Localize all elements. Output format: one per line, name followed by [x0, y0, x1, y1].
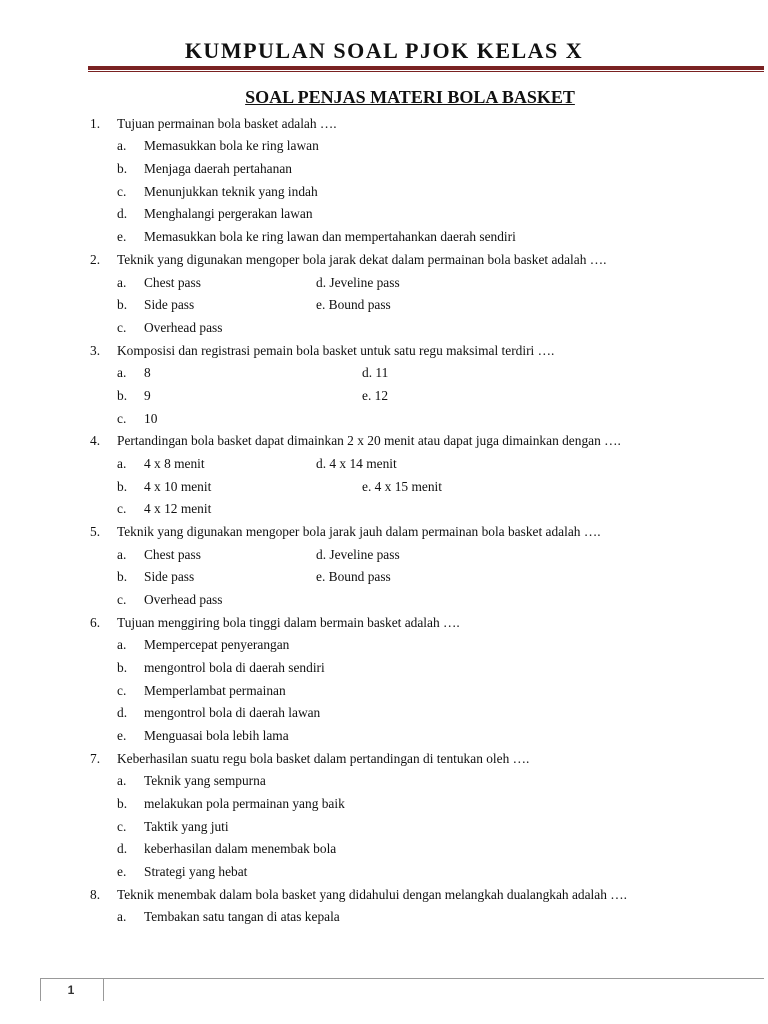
option-letter: a. — [117, 637, 127, 652]
question-text: Teknik menembak dalam bola basket yang didahului dengan melangkah dualangkah adalah …. — [117, 887, 627, 902]
question-number: 5. — [90, 524, 101, 539]
option-text: Memasukkan bola ke ring lawan — [144, 138, 319, 153]
option-text: Side pass — [144, 569, 195, 584]
option-letter: a. — [117, 365, 127, 380]
section-title: SOAL PENJAS MATERI BOLA BASKET — [245, 87, 575, 107]
question-number: 7. — [90, 751, 101, 766]
option-text: mengontrol bola di daerah sendiri — [144, 660, 325, 675]
option-letter: e. — [117, 864, 127, 879]
option-letter: e. — [117, 229, 127, 244]
option-text: 4 x 8 menit — [144, 456, 205, 471]
question-text: Teknik yang digunakan mengoper bola jarak jauh dalam permainan bola basket adalah …. — [117, 524, 601, 539]
option-letter: d. — [117, 705, 128, 720]
option-text-right: d. Jeveline pass — [316, 547, 400, 562]
option-letter: a. — [117, 547, 127, 562]
option-letter: d. — [117, 841, 128, 856]
option-letter: c. — [117, 683, 127, 698]
page-number: 1 — [67, 983, 75, 997]
header-rule-thick — [88, 66, 764, 70]
option-text: 4 x 12 menit — [144, 501, 212, 516]
option-text: 10 — [144, 411, 158, 426]
option-text: 8 — [144, 365, 151, 380]
question-number: 3. — [90, 343, 101, 358]
option-text: 4 x 10 menit — [144, 479, 212, 494]
question-number: 1. — [90, 116, 101, 131]
option-letter: b. — [117, 388, 128, 403]
question-number: 8. — [90, 887, 101, 902]
option-text: Tembakan satu tangan di atas kepala — [144, 909, 340, 924]
option-letter: c. — [117, 184, 127, 199]
option-letter: a. — [117, 909, 127, 924]
option-text-right: d. 11 — [362, 365, 389, 380]
option-letter: b. — [117, 161, 128, 176]
option-letter: a. — [117, 773, 127, 788]
option-letter: b. — [117, 479, 128, 494]
option-letter: c. — [117, 592, 127, 607]
option-text: melakukan pola permainan yang baik — [144, 796, 345, 811]
option-text: Overhead pass — [144, 592, 223, 607]
option-text: Chest pass — [144, 547, 201, 562]
option-text-right: d. 4 x 14 menit — [316, 456, 397, 471]
option-text: Menjaga daerah pertahanan — [144, 161, 292, 176]
option-text: Side pass — [144, 297, 195, 312]
question-text: Pertandingan bola basket dapat dimainkan 2 x 20 menit atau dapat juga dimainkan dengan …. — [117, 433, 621, 448]
header-rule-thin — [88, 71, 764, 72]
option-letter: d. — [117, 206, 128, 221]
option-text-right: e. 4 x 15 menit — [362, 479, 442, 494]
option-text-right: e. 12 — [362, 388, 389, 403]
option-text: Mempercepat penyerangan — [144, 637, 290, 652]
question-text: Komposisi dan registrasi pemain bola basket untuk satu regu maksimal terdiri …. — [117, 343, 555, 358]
option-text-right: e. Bound pass — [316, 297, 391, 312]
footer-rule — [102, 978, 764, 979]
question-text: Teknik yang digunakan mengoper bola jarak dekat dalam permainan bola basket adalah …. — [117, 252, 607, 267]
option-letter: e. — [117, 728, 127, 743]
option-letter: c. — [117, 819, 127, 834]
option-letter: b. — [117, 569, 128, 584]
option-text: Menguasai bola lebih lama — [144, 728, 289, 743]
option-text: Menghalangi pergerakan lawan — [144, 206, 313, 221]
option-letter: c. — [117, 501, 127, 516]
option-text-right: e. Bound pass — [316, 569, 391, 584]
option-text: Memasukkan bola ke ring lawan dan mempertahankan daerah sendiri — [144, 229, 516, 244]
option-text: Menunjukkan teknik yang indah — [144, 184, 318, 199]
option-letter: b. — [117, 796, 128, 811]
option-text: Taktik yang juti — [144, 819, 229, 834]
question-text: Keberhasilan suatu regu bola basket dalam pertandingan di tentukan oleh …. — [117, 751, 530, 766]
option-letter: a. — [117, 456, 127, 471]
document-header-title: KUMPULAN SOAL PJOK KELAS X — [184, 38, 584, 63]
option-text: Teknik yang sempurna — [144, 773, 266, 788]
option-letter: a. — [117, 138, 127, 153]
question-text: Tujuan menggiring bola tinggi dalam bermain basket adalah …. — [117, 615, 460, 630]
option-text: Strategi yang hebat — [144, 864, 248, 879]
option-text-right: d. Jeveline pass — [316, 275, 400, 290]
option-text: Overhead pass — [144, 320, 223, 335]
question-text: Tujuan permainan bola basket adalah …. — [117, 116, 337, 131]
question-number: 2. — [90, 252, 101, 267]
option-text: Chest pass — [144, 275, 201, 290]
option-text: Memperlambat permainan — [144, 683, 286, 698]
option-letter: c. — [117, 411, 127, 426]
question-number: 4. — [90, 433, 101, 448]
option-letter: b. — [117, 297, 128, 312]
option-text: 9 — [144, 388, 151, 403]
option-text: mengontrol bola di daerah lawan — [144, 705, 321, 720]
question-number: 6. — [90, 615, 101, 630]
option-text: keberhasilan dalam menembak bola — [144, 841, 337, 856]
option-letter: a. — [117, 275, 127, 290]
option-letter: b. — [117, 660, 128, 675]
option-letter: c. — [117, 320, 127, 335]
